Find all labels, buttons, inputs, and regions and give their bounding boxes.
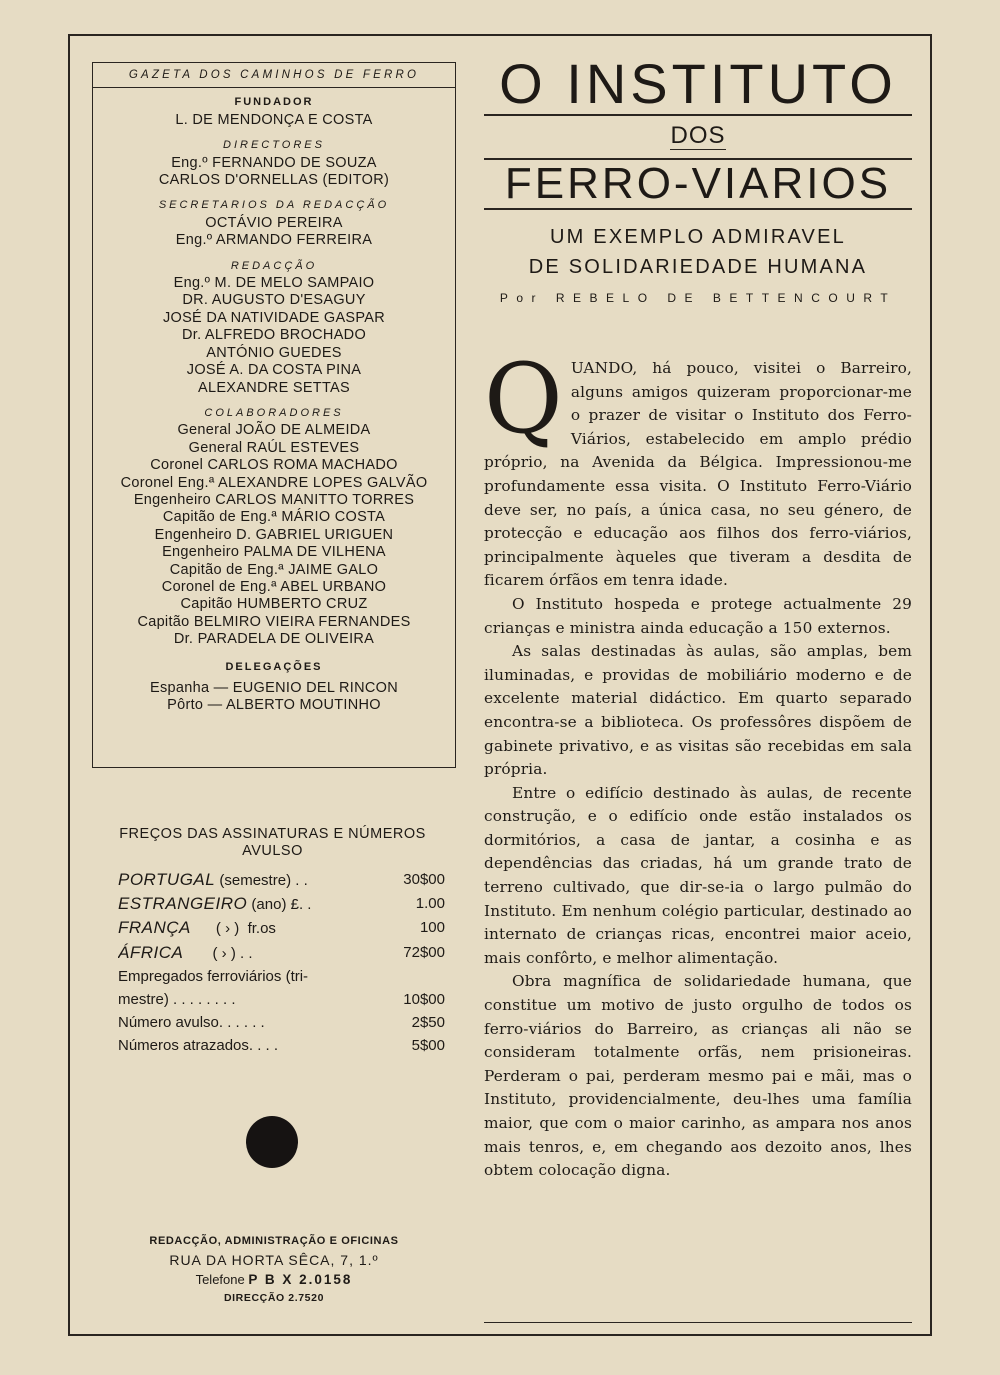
price-detail: ( › ) . . xyxy=(183,944,253,962)
ink-dot xyxy=(246,1116,298,1168)
atrasados-label: Números atrazados. . . . xyxy=(118,1037,279,1055)
price-value: 100 xyxy=(419,919,445,937)
empregados-label-cont: mestre) . . . . . . . . xyxy=(118,990,236,1008)
article-subtitle: UM EXEMPLO ADMIRAVEL xyxy=(550,226,846,248)
redactor-name: JOSÉ A. DA COSTA PINA xyxy=(186,362,362,379)
article-title: O INSTITUTO xyxy=(484,54,912,116)
article-paragraph: O Instituto hospeda e protege actualmente 29 crianças e ministra ainda educação a 150 externos. xyxy=(484,594,912,637)
avulso-label: Número avulso. . . . . . xyxy=(118,1014,265,1032)
redactor-name: Dr. ALFREDO BROCHADO xyxy=(181,327,367,344)
offices-line: REDACÇÃO, ADMINISTRAÇÃO E OFICINAS xyxy=(149,1235,399,1247)
redactor-name: ANTÓNIO GUEDES xyxy=(206,344,342,361)
bottom-rule xyxy=(484,1322,912,1323)
fundador-name: L. DE MENDONÇA E COSTA xyxy=(175,111,373,128)
delegacao-line: Espanha — EUGENIO DEL RINCON xyxy=(150,680,398,696)
masthead-box xyxy=(92,62,456,768)
price-row xyxy=(100,892,445,916)
colaborador-name: Capitão de Eng.ª MÁRIO COSTA xyxy=(162,509,386,526)
article-paragraph: Entre o edifício destinado às aulas, de recente construção, e o edifício onde estão instalados os dormitórios, a casa de jantar, a cosinha e as dependências das criadas, há um grande trato de terreno cultivado, que dir-se-ia o largo pulmão do Instituto. Em nenhum colégio particular, destinado ao internato de crianças ricas, encontrei maior aceio, mais confôrto, e melhor alimentação. xyxy=(484,783,912,967)
colaborador-name: Engenheiro D. GABRIEL URIGUEN xyxy=(154,526,394,543)
article-byline: Por REBELO DE BETTENCOURT xyxy=(499,291,897,305)
fundador-heading: FUNDADOR xyxy=(234,96,314,109)
redactor-name: Eng.º M. DE MELO SAMPAIO xyxy=(173,275,375,292)
price-row xyxy=(100,916,445,940)
secretario-name: Eng.º ARMANDO FERREIRA xyxy=(175,232,373,249)
price-row xyxy=(100,988,445,1011)
colaborador-name: Coronel de Eng.ª ABEL URBANO xyxy=(161,578,387,595)
price-value: 1.00 xyxy=(415,895,445,913)
address-footer xyxy=(92,1232,456,1308)
country-name: FRANÇA xyxy=(118,918,191,938)
country-name: PORTUGAL xyxy=(118,870,216,889)
address-line: RUA DA HORTA SÊCA, 7, 1.º xyxy=(169,1252,379,1268)
colaborador-name: General JOÃO DE ALMEIDA xyxy=(177,422,371,439)
article-title-ferro: FERRO-VIARIOS xyxy=(484,158,912,210)
empregados-label: Empregados ferroviários (tri- xyxy=(118,967,309,985)
colaborador-name: General RAÚL ESTEVES xyxy=(188,439,360,456)
country-name: ÁFRICA xyxy=(118,942,184,962)
article-title-dos: DOS xyxy=(670,122,726,149)
price-row xyxy=(100,868,445,892)
publication-name: GAZETA DOS CAMINHOS DE FERRO xyxy=(93,67,455,88)
colaborador-name: Capitão BELMIRO VIEIRA FERNANDES xyxy=(137,613,411,630)
price-value: 10$00 xyxy=(403,990,445,1008)
price-row xyxy=(100,1034,445,1057)
delegacoes-heading: DELEGAÇÕES xyxy=(225,660,323,673)
article-paragraph: Obra magnífica de solidariedade humana, que constitue um motivo de justo orgulho de todos os ferro-viários do Barreiro, as crianças ali não se consideram totalmente orfãs, nem prisioneiras. Perderam o pai, perderam mesmo pai e mãi, mas o Instituto, providencialmente, deu-lhes uma família maior, que com o maior carinho, as ampara nos anos mais tenros, e, em chegando aos dezoito anos, lhes obtem colocação digna. xyxy=(484,972,912,1180)
article-paragraph: As salas destinadas às aulas, são amplas, bem iluminadas, e providas de mobiliário moderno e de excelente material didáctico. Em quarto separado encontra-se a biblioteca. Os professôres dispõem de gabinete privativo, e as visitas são recebidas em sala própria. xyxy=(484,642,912,779)
delegacao-line: Pôrto — ALBERTO MOUTINHO xyxy=(167,697,381,714)
article-paragraph: QUANDO, há pouco, visitei o Barreiro, alguns amigos quizeram proporcionar-me o prazer de visitar o Instituto dos Ferro-Viários, estabelecido em amplo prédio próprio, na Avenida da Bélgica. Impressionou-me profundamente essa visita. O Instituto Ferro-Viário deve ser, no país, a única casa, no seu género, de protecção e educação aos filhos dos ferro-viários, principalmente àqueles que tiveram a desdita de ficarem órfãos em tenra idade. xyxy=(484,343,912,590)
secretario-name: OCTÁVIO PEREIRA xyxy=(205,214,343,231)
direccao-line: DIRECÇÃO 2.7520 xyxy=(223,1292,325,1304)
price-value: 30$00 xyxy=(403,871,445,888)
article-header xyxy=(484,54,912,305)
colaborador-name: Capitão HUMBERTO CRUZ xyxy=(180,596,368,613)
colaborador-name: Capitão de Eng.ª JAIME GALO xyxy=(169,561,379,578)
telefone-label: Telefone xyxy=(195,1272,245,1287)
article-subtitle: DE SOLIDARIEDADE HUMANA xyxy=(528,256,868,278)
director-name: CARLOS D'ORNELLAS (EDITOR) xyxy=(158,172,390,189)
prices-heading: FREÇOS DAS ASSINATURAS E NÚMEROS AVULSO xyxy=(119,826,426,859)
redaccao-heading: REDACÇÃO xyxy=(230,259,318,272)
redactor-name: DR. AUGUSTO D'ESAGUY xyxy=(182,292,366,309)
price-detail: ( › ) fr.os xyxy=(190,920,276,938)
redactor-name: ALEXANDRE SETTAS xyxy=(198,379,350,396)
price-value: 72$00 xyxy=(403,943,445,961)
colaborador-name: Coronel CARLOS ROMA MACHADO xyxy=(150,457,398,474)
telefone-line xyxy=(92,1270,456,1289)
price-value: 5$00 xyxy=(411,1037,445,1055)
telefone-number: P B X 2.0158 xyxy=(248,1272,353,1287)
price-row xyxy=(100,941,445,965)
country-name: ESTRANGEIRO xyxy=(118,894,248,914)
price-row xyxy=(100,1011,445,1034)
price-value: 2$50 xyxy=(411,1014,445,1032)
subscription-prices xyxy=(100,826,445,1057)
redactor-name: JOSÉ DA NATIVIDADE GASPAR xyxy=(162,309,386,326)
directores-heading: DIRECTORES xyxy=(223,139,325,152)
director-name: Eng.º FERNANDO DE SOUZA xyxy=(171,154,377,171)
price-detail: (semestre) . . xyxy=(215,872,308,889)
price-detail: (ano) £. . xyxy=(247,896,312,914)
colaborador-name: Coronel Eng.ª ALEXANDRE LOPES GALVÃO xyxy=(120,474,428,491)
article-body xyxy=(484,343,912,1183)
colaborador-name: Dr. PARADELA DE OLIVEIRA xyxy=(173,631,375,648)
secretarios-heading: SECRETARIOS DA REDACÇÃO xyxy=(158,199,390,212)
drop-cap: Q xyxy=(484,343,563,455)
colaboradores-heading: COLABORADORES xyxy=(204,406,344,419)
colaborador-name: Engenheiro PALMA DE VILHENA xyxy=(162,544,386,561)
colaborador-name: Engenheiro CARLOS MANITTO TORRES xyxy=(133,491,415,508)
